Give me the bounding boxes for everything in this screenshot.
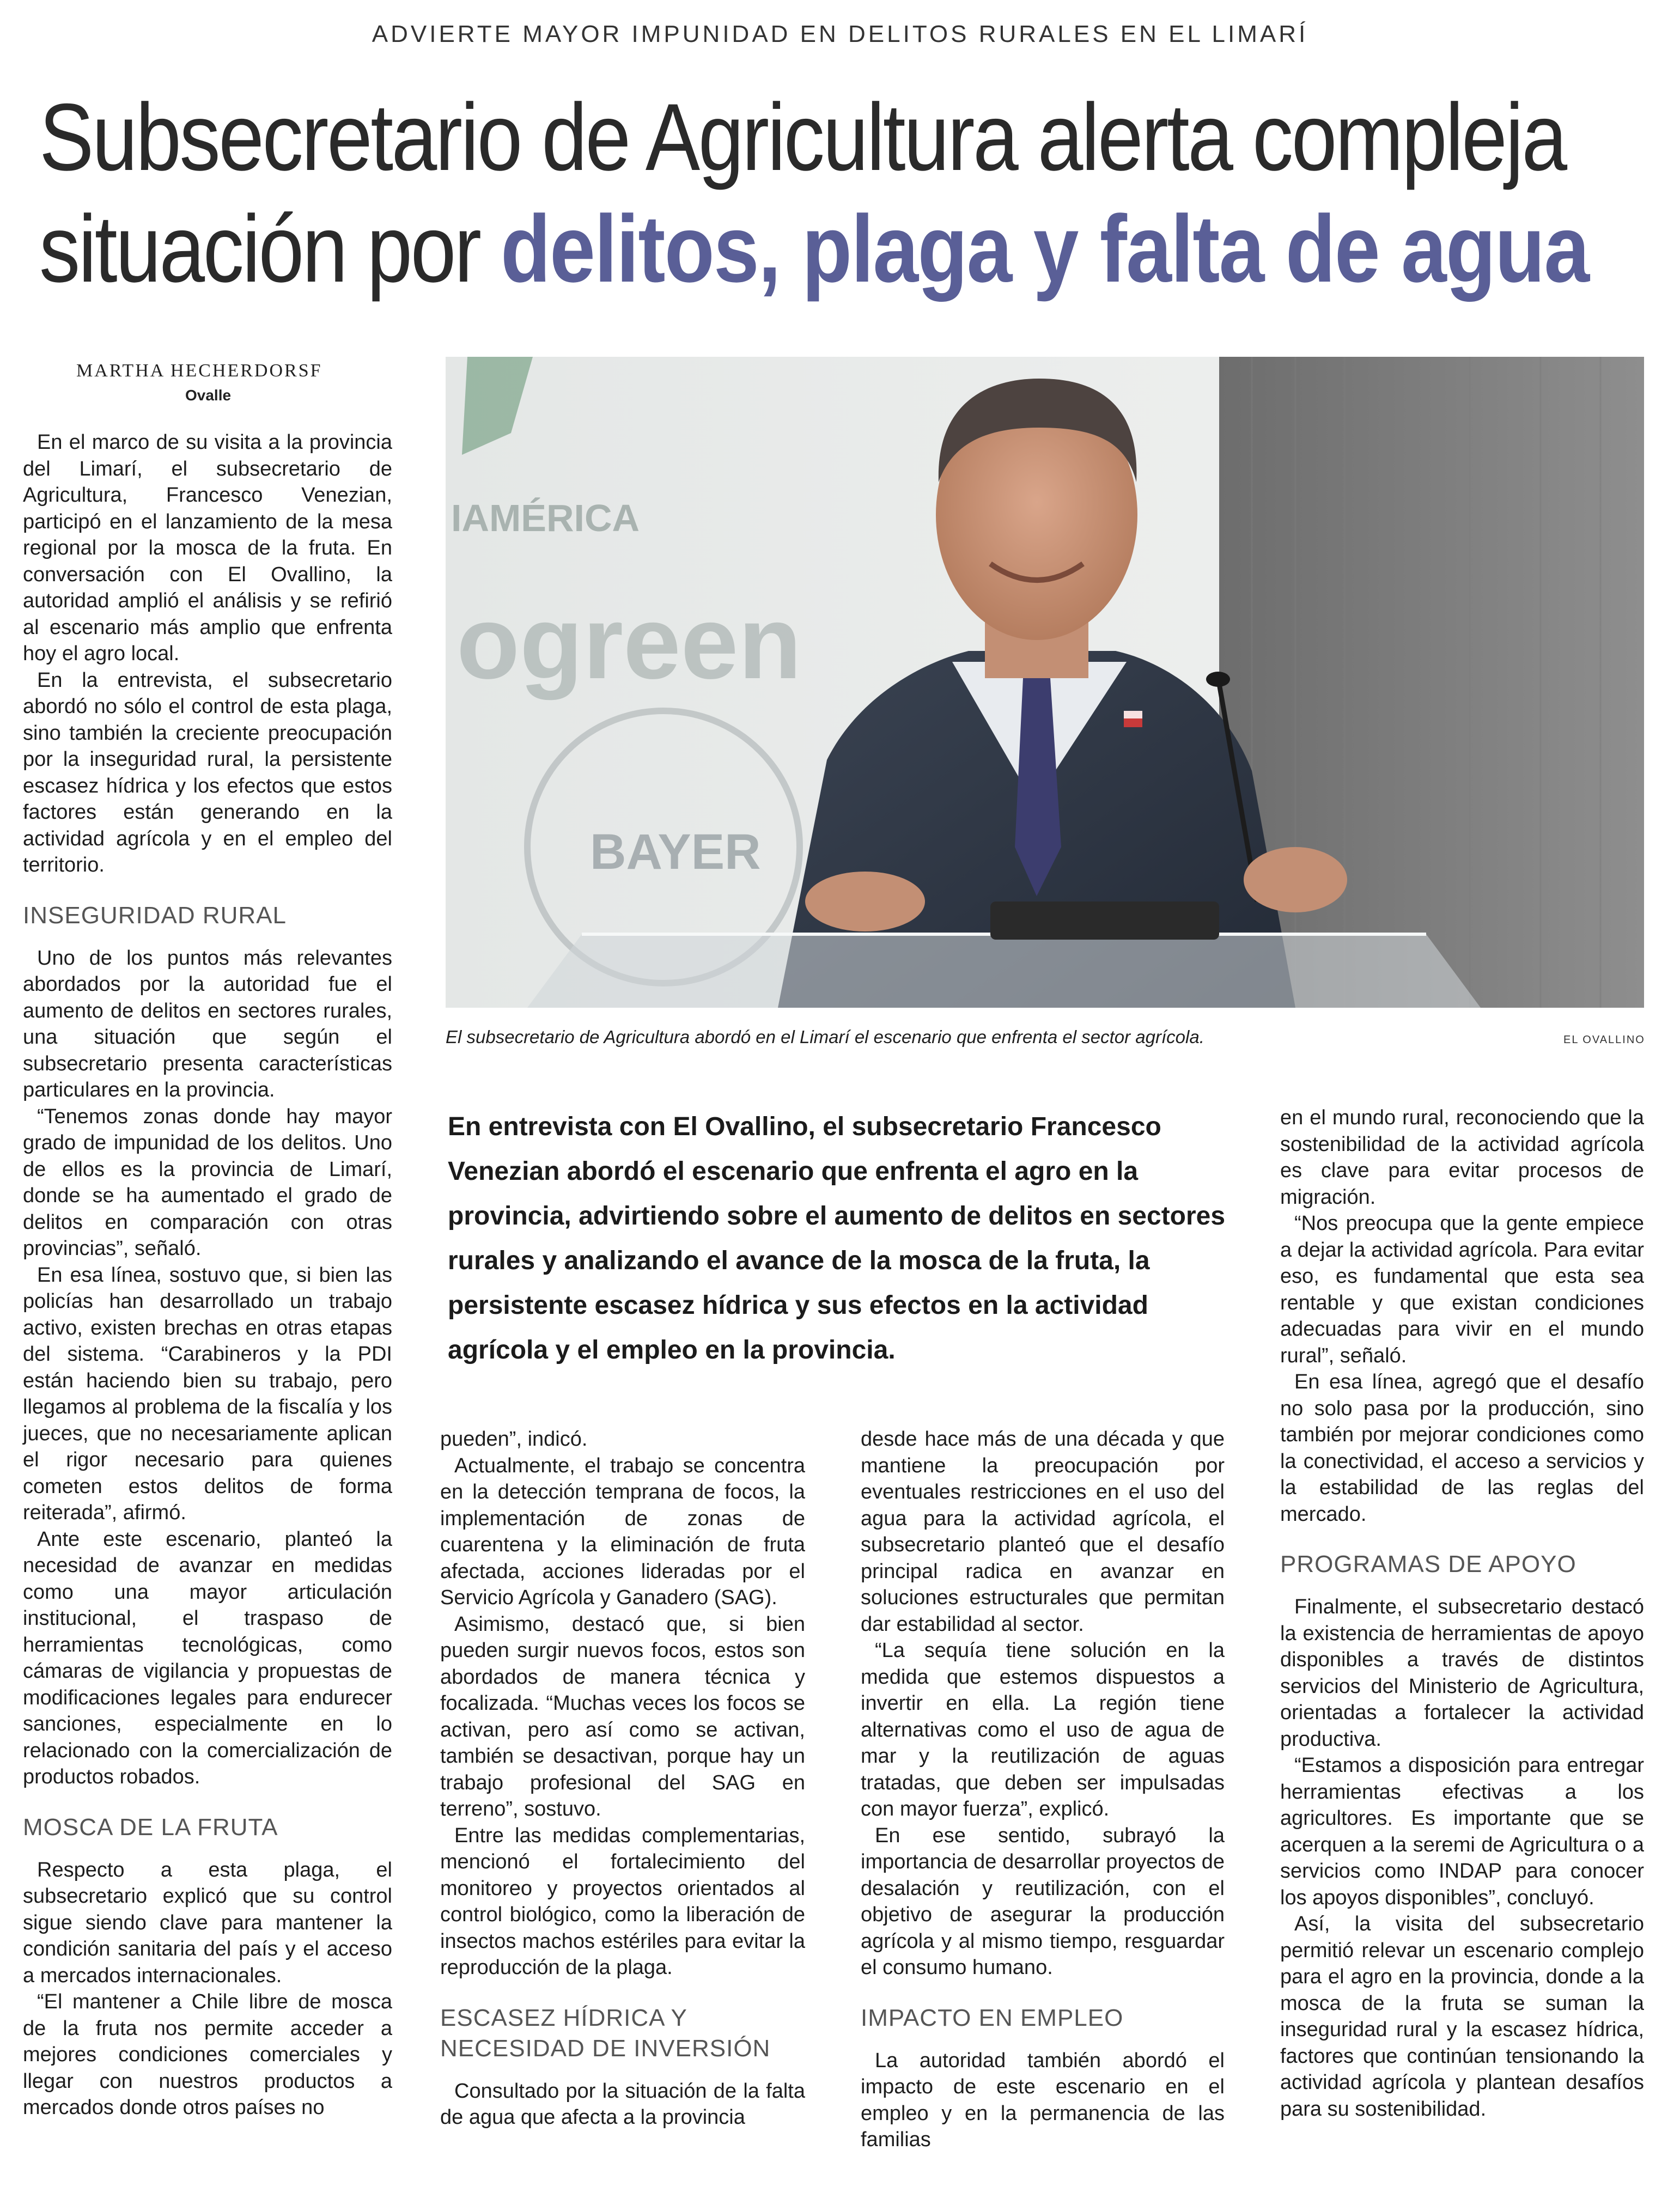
section-heading-empleo: IMPACTO EN EMPLEO	[861, 2004, 1124, 2031]
paragraph: Uno de los puntos más relevantes abordados por la autoridad fue el aumento de delitos en sectores rurales, una situación que según el subsecretario presenta características particulares en la provincia.	[23, 946, 392, 1101]
paragraph: Consultado por la situación de la falta de agua que afecta a la provincia	[440, 2079, 805, 2129]
byline-place: Ovalle	[185, 387, 232, 404]
paragraph: En ese sentido, subrayó la importancia de desarrollar proyectos de desalación y reutilización, con el objetivo de asegurar la producción agrícola y al mismo tiempo, resguardar el consumo humano.	[861, 1824, 1225, 1979]
glass-podium	[527, 934, 1481, 1008]
person-hand-right	[1244, 847, 1347, 912]
paragraph: desde hace más de una década y que mantiene la preocupación por eventuales restricciones en el uso del agua para la actividad agrícola, el subsecretario planteó que el desafío principal radica en avanzar en soluciones estructurales que permitan dar estabilidad al sector.	[861, 1428, 1225, 1636]
photo-credit: EL OVALLINO	[1563, 1034, 1645, 1046]
section-heading-programas: PROGRAMAS DE APOYO	[1280, 1551, 1576, 1577]
paragraph: Ante este escenario, planteó la necesidad de avanzar en medidas como una mayor articulación institucional, el traspaso de herramientas tecnológicas, como cámaras de vigilancia y propuestas de modificaciones legales para endurecer sanciones, especialmente en lo relacionado con la comercialización de productos robados.	[23, 1527, 392, 1788]
person-hand-left	[805, 872, 925, 931]
paragraph: “Tenemos zonas donde hay mayor grado de impunidad de los delitos. Uno de ellos es la provincia de Limarí, donde se ha aumentado el grado de delitos en comparación con otras provincias”, señaló.	[23, 1105, 392, 1260]
article-column-3	[861, 1426, 1225, 2153]
backdrop-text-green: ogreen	[456, 585, 802, 701]
paragraph: Actualmente, el trabajo se concentra en la detección temprana de focos, la implementación de zonas de cuarentena y la eliminación de fruta afectada, acciones lideradas por el Servicio Agrícola y Ganadero (SAG).	[440, 1454, 805, 1609]
article-lead: En entrevista con El Ovallino, el subsecretario Francesco Venezian abordó el escenario que enfrenta el agro en la provincia, advirtiendo sobre el aumento de delitos en sectores rurales y analizando el avance de la mosca de la fruta, la persistente escasez hídrica y sus efectos en la actividad agrícola y el empleo en la provincia.	[448, 1112, 1226, 1365]
photo-illustration	[446, 357, 1644, 1008]
paragraph: En el marco de su visita a la provincia del Limarí, el subsecretario de Agricultura, Francesco Venezian, participó en el lanzamiento de la mesa regional por la mosca de la fruta. En conversación con El Ovallino, la autoridad amplió el análisis y se refirió al escenario más amplio que enfrenta hoy el agro local.	[23, 431, 392, 665]
paragraph: Entre las medidas complementarias, mencionó el fortalecimiento del monitoreo y proyectos orientados al control biológico, como la liberación de insectos machos estériles para evitar la reproducción de la plaga.	[440, 1824, 805, 1979]
paragraph: en el mundo rural, reconociendo que la sostenibilidad de la actividad agrícola es clave para evitar procesos de migración.	[1280, 1106, 1644, 1209]
paragraph: pueden”, indicó.	[440, 1428, 588, 1451]
paragraph: La autoridad también abordó el impacto de este escenario en el empleo y en la permanencia de las familias	[861, 2049, 1225, 2151]
paragraph: “El mantener a Chile libre de mosca de la fruta nos permite acceder a mejores condiciones comerciales y llegar con nuestros productos a mercados donde otros países no	[23, 1990, 392, 2119]
paragraph: Respecto a esta plaga, el subsecretario explicó que su control sigue siendo clave para mantener la condición sanitaria del país y el acceso a mercados internacionales.	[23, 1858, 392, 1987]
section-heading-line: NECESIDAD DE INVERSIÓN	[440, 2035, 771, 2062]
article-photo	[446, 357, 1644, 1008]
paragraph: “Estamos a disposición para entregar herramientas efectivas a los agricultores. Es importante que se acerquen a la seremi de Agricultura o a servicios como INDAP para conocer los apoyos disponibles”, concluyó.	[1280, 1754, 1644, 1909]
paragraph: En la entrevista, el subsecretario abordó no sólo el control de esta plaga, sino también la creciente preocupación por la inseguridad rural, la persistente escasez hídrica y los efectos que estos factores están generando en la actividad agrícola y en el empleo del territorio.	[23, 668, 392, 876]
headline-line-1: Subsecretario de Agricultura alerta compleja	[39, 84, 1566, 191]
section-heading-escasez	[440, 2003, 805, 2064]
section-heading-mosca: MOSCA DE LA FRUTA	[23, 1813, 278, 1841]
paragraph: “Nos preocupa que la gente empiece a dejar la actividad agrícola. Para evitar eso, es fundamental que esta sea rentable y que existan condiciones adecuadas para vivir en el mundo rural”, señaló.	[1280, 1212, 1644, 1367]
paragraph: Asimismo, destacó que, si bien pueden surgir nuevos focos, estos son abordados de manera técnica y focalizada. “Muchas veces los focos se activan, pero así como se activan, también se desactivan, porque hay un trabajo profesional del SAG en terreno”, sostuvo.	[440, 1612, 805, 1820]
article-kicker: ADVIERTE MAYOR IMPUNIDAD EN DELITOS RURALES EN EL LIMARÍ	[372, 21, 1308, 47]
article-headline	[39, 82, 1655, 305]
photo-caption: El subsecretario de Agricultura abordó en el Limarí el escenario que enfrenta el sector agrícola.	[446, 1027, 1204, 1047]
article-column-1	[23, 429, 392, 2121]
byline-author: MARTHA HECHERDORSF	[76, 361, 322, 381]
backdrop-text-america: IAMÉRICA	[451, 497, 640, 539]
paragraph: Así, la visita del subsecretario permitió relevar un escenario complejo para el agro en la provincia, donde a la mosca de la fruta se suman la inseguridad rural y la escasez hídrica, factores que continúan tensionando la actividad agrícola y plantean desafíos para su sostenibilidad.	[1280, 1912, 1644, 2121]
headline-line-2-start: situación por	[39, 196, 501, 302]
article-column-4	[1280, 1105, 1644, 2122]
headline-line-2	[39, 193, 1655, 305]
paragraph: En esa línea, agregó que el desafío no solo pasa por la producción, sino también por mejorar condiciones como la conectividad, el acceso a servicios y la estabilidad de las reglas del mercado.	[1280, 1370, 1644, 1526]
article-column-2	[440, 1426, 805, 2131]
paragraph: En esa línea, sostuvo que, si bien las policías han desarrollado un trabajo activo, existen brechas en otras etapas del sistema. “Carabineros y la PDI están haciendo bien su trabajo, pero llegamos al problema de la fiscalía y los jueces, que no necesariamente aplican el rigor necesario para quienes cometen estos delitos de forma reiterada”, afirmó.	[23, 1263, 392, 1524]
backdrop-text-bayer: BAYER	[590, 824, 761, 880]
section-heading-inseguridad: INSEGURIDAD RURAL	[23, 902, 287, 929]
headline-accent: delitos, plaga y falta de agua	[500, 196, 1589, 302]
paragraph: Finalmente, el subsecretario destacó la existencia de herramientas de apoyo disponibles a través de distintos servicios del Ministerio de Agricultura, orientadas a fortalecer la actividad productiva.	[1280, 1595, 1644, 1751]
section-heading-line: ESCASEZ HÍDRICA Y	[440, 2004, 687, 2031]
paragraph: “La sequía tiene solución en la medida que estemos dispuestos a invertir en ella. La región tiene alternativas como el uso de agua de mar y la reutilización de aguas tratadas, que deben ser impulsadas con mayor fuerza”, explicó.	[861, 1639, 1225, 1820]
